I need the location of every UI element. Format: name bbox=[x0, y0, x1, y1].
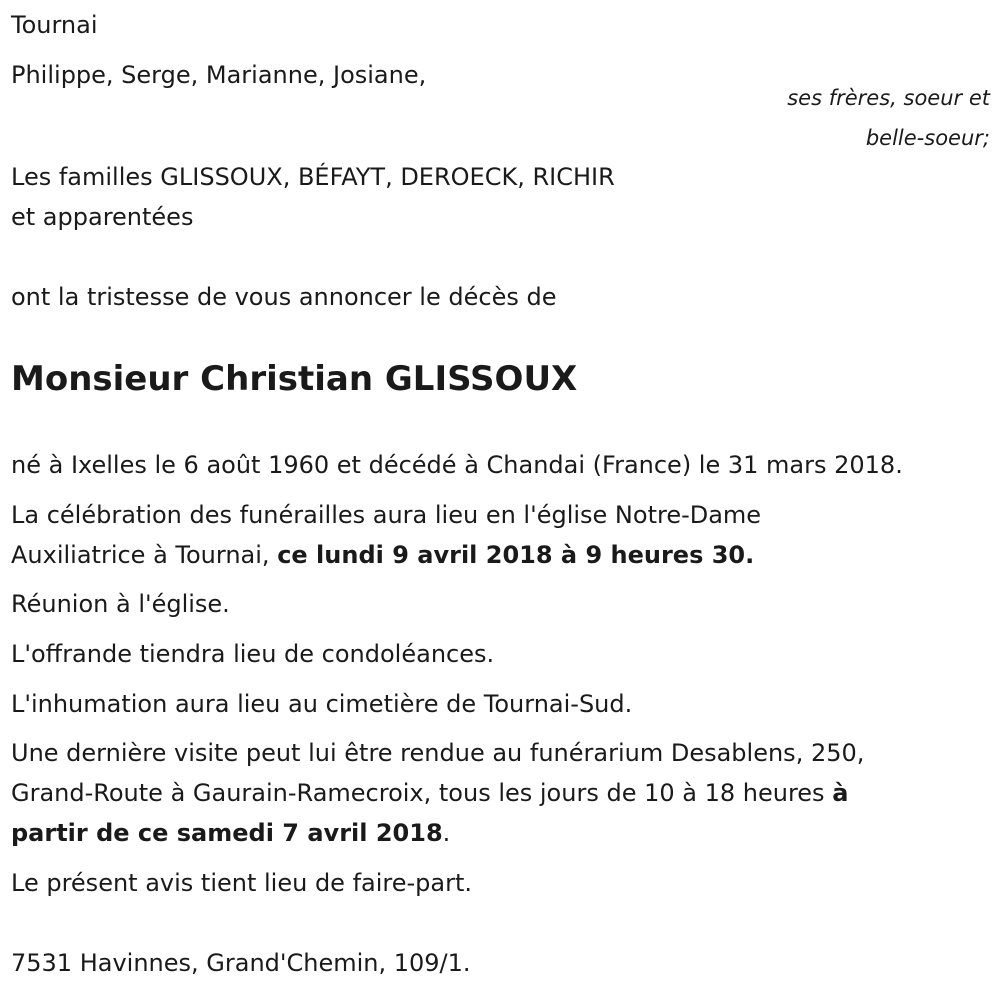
visit-place-hours: Grand-Route à Gaurain-Ramecroix, tous les jours de 10 à 18 heures bbox=[11, 779, 833, 807]
celebration-place: Auxiliatrice à Tournai, bbox=[11, 541, 278, 569]
celebration-line2 bbox=[11, 540, 754, 570]
visit-start-date: partir de ce samedi 7 avril 2018 bbox=[11, 819, 443, 847]
visit-period: . bbox=[442, 819, 451, 847]
siblings-relation-line1: ses frères, soeur et bbox=[787, 86, 990, 110]
reunion-text: Réunion à l'église. bbox=[11, 590, 230, 618]
visit-from-label: à bbox=[832, 779, 849, 807]
visit-line1: Une dernière visite peut lui être rendue au funérarium Desablens, 250, bbox=[11, 739, 865, 767]
siblings-relation-line2: belle-soeur; bbox=[865, 126, 990, 150]
notice-text: Le présent avis tient lieu de faire-part. bbox=[11, 869, 473, 897]
celebration-datetime: ce lundi 9 avril 2018 à 9 heures 30. bbox=[277, 541, 755, 569]
visit-line3 bbox=[11, 818, 450, 848]
announcement-text: ont la tristesse de vous annoncer le décès de bbox=[11, 283, 557, 311]
families-line2: et apparentées bbox=[11, 203, 194, 231]
families-line1: Les familles GLISSOUX, BÉFAYT, DEROECK, RICHIR bbox=[11, 163, 615, 191]
deceased-name: Monsieur Christian GLISSOUX bbox=[11, 359, 578, 399]
celebration-line1: La célébration des funérailles aura lieu en l'église Notre-Dame bbox=[11, 501, 762, 529]
offering-text: L'offrande tiendra lieu de condoléances. bbox=[11, 640, 495, 668]
address-text: 7531 Havinnes, Grand'Chemin, 109/1. bbox=[11, 949, 471, 977]
visit-line2 bbox=[11, 778, 848, 808]
birth-death-text: né à Ixelles le 6 août 1960 et décédé à Chandai (France) le 31 mars 2018. bbox=[11, 451, 903, 479]
city-heading: Tournai bbox=[11, 11, 98, 39]
siblings-names: Philippe, Serge, Marianne, Josiane, bbox=[11, 61, 427, 89]
burial-text: L'inhumation aura lieu au cimetière de Tournai-Sud. bbox=[11, 690, 633, 718]
